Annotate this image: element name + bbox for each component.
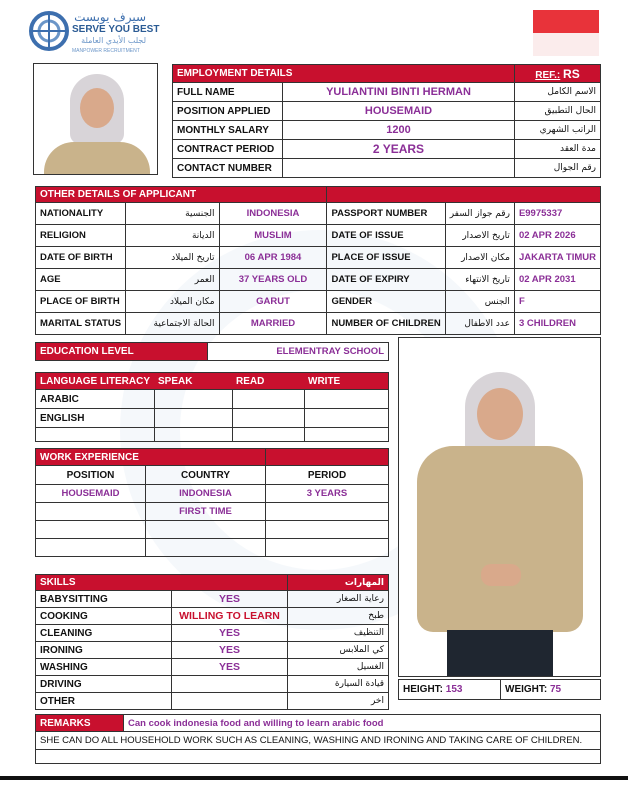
other-right-value: 02 APR 2031 [514,269,600,291]
other-right-label: PASSPORT NUMBER [327,203,445,225]
other-left-value: INDONESIA [219,203,327,225]
language-arabic: ARABIC [36,390,155,409]
salary-arabic: الراتب الشهري [515,121,601,140]
skill-value: YES [172,642,288,659]
indonesia-flag-icon [533,10,599,56]
other-left-value: MARRIED [219,313,327,335]
logo-english: SERVE YOU BEST [72,24,160,35]
full-body-photo [398,337,601,677]
remarks-long: SHE CAN DO ALL HOUSEHOLD WORK SUCH AS CLEANING, WASHING AND IRONING AND TAKING CARE OF CHILDREN. [36,732,601,750]
other-left-arabic: تاريخ الميلاد [126,247,219,269]
work-header: WORK EXPERIENCE [36,449,266,466]
remarks-label: REMARKS [36,715,124,732]
other-left-label: NATIONALITY [36,203,126,225]
other-right-label: GENDER [327,291,445,313]
other-right-arabic: الجنس [445,291,514,313]
position-label: POSITION APPLIED [173,102,283,121]
logo-arabic-sub: لجلب الأيدي العاملة [81,36,146,45]
other-left-value: 37 YEARS OLD [219,269,327,291]
other-right-arabic: مكان الاصدار [445,247,514,269]
other-right-arabic: تاريخ الانتهاء [445,269,514,291]
weight-value: 75 [550,684,562,695]
full-name-arabic: الاسم الكامل [515,83,601,102]
remarks-short: Can cook indonesia food and willing to learn arabic food [124,715,601,732]
other-right-value: E9975337 [514,203,600,225]
work-col-position: POSITION [36,466,146,485]
skill-arabic: التنظيف [288,625,389,642]
work-row-country: INDONESIA [146,485,266,503]
other-right-label: DATE OF EXPIRY [327,269,445,291]
position-arabic: الحال التطبيق [515,102,601,121]
ref-label: REF.: [535,69,561,81]
other-right-label: NUMBER OF CHILDREN [327,313,445,335]
other-right-value: F [514,291,600,313]
other-left-label: AGE [36,269,126,291]
footer-rule [0,776,628,780]
skills-header: SKILLS [36,575,288,591]
globe-logo-icon [28,10,70,52]
weight-label: WEIGHT: [505,684,548,695]
other-left-label: RELIGION [36,225,126,247]
work-row-period: 3 YEARS [266,485,389,503]
work-row2-country: FIRST TIME [146,503,266,521]
speak-header: SPEAK [154,373,232,390]
skill-label: COOKING [36,608,172,625]
skill-value [172,693,288,710]
salary-label: MONTHLY SALARY [173,121,283,140]
write-header: WRITE [304,373,389,390]
education-value: ELEMENTRAY SCHOOL [208,343,389,361]
salary-value: 1200 [283,121,515,140]
skill-value [172,676,288,693]
company-logo [28,10,198,58]
other-left-arabic: مكان الميلاد [126,291,219,313]
other-left-label: PLACE OF BIRTH [36,291,126,313]
skill-arabic: كي الملابس [288,642,389,659]
height-label: HEIGHT: [403,684,443,695]
skill-label: BABYSITTING [36,591,172,608]
skill-arabic: اخر [288,693,389,710]
skills-table [35,574,389,710]
language-header: LANGUAGE LITERACY [36,373,155,390]
other-left-value: MUSLIM [219,225,327,247]
work-col-country: COUNTRY [146,466,266,485]
other-right-arabic: رقم جواز السفر [445,203,514,225]
height-value: 153 [445,684,463,695]
full-name-value: YULIANTINI BINTI HERMAN [283,83,515,102]
contact-arabic: رقم الجوال [515,159,601,178]
skill-value: YES [172,591,288,608]
contract-arabic: مدة العقد [515,140,601,159]
read-header: READ [232,373,304,390]
skill-value: YES [172,625,288,642]
other-left-arabic: الحالة الاجتماعية [126,313,219,335]
skill-label: WASHING [36,659,172,676]
measurements-table [398,679,601,700]
other-left-value: GARUT [219,291,327,313]
contact-value [283,159,515,178]
position-value: HOUSEMAID [283,102,515,121]
work-row-position: HOUSEMAID [36,485,146,503]
work-col-period: PERIOD [266,466,389,485]
language-table [35,372,389,442]
ref-value: RS [563,66,580,81]
other-left-label: DATE OF BIRTH [36,247,126,269]
other-details-header: OTHER DETAILS OF APPLICANT [36,187,327,203]
remarks-table [35,714,601,764]
full-name-label: FULL NAME [173,83,283,102]
employment-table [172,64,601,178]
logo-arabic: سيرف يوبست [74,10,146,24]
other-right-arabic: عدد الاطفال [445,313,514,335]
other-left-arabic: الديانة [126,225,219,247]
other-left-value: 06 APR 1984 [219,247,327,269]
contact-label: CONTACT NUMBER [173,159,283,178]
skill-arabic: رعاية الصغار [288,591,389,608]
skill-arabic: قيادة السيارة [288,676,389,693]
skill-label: IRONING [36,642,172,659]
work-experience-table [35,448,389,557]
employment-header: EMPLOYMENT DETAILS [173,65,515,83]
other-right-value: JAKARTA TIMUR [514,247,600,269]
language-english: ENGLISH [36,409,155,428]
skill-value: YES [172,659,288,676]
skill-arabic: طبخ [288,608,389,625]
other-left-arabic: الجنسية [126,203,219,225]
skill-value: WILLING TO LEARN [172,608,288,625]
other-right-label: PLACE OF ISSUE [327,247,445,269]
other-right-value: 3 CHILDREN [514,313,600,335]
contract-value: 2 YEARS [283,140,515,159]
skill-label: DRIVING [36,676,172,693]
other-left-label: MARITAL STATUS [36,313,126,335]
other-right-arabic: تاريخ الاصدار [445,225,514,247]
education-label: EDUCATION LEVEL [36,343,208,361]
skill-arabic: الغسيل [288,659,389,676]
other-left-arabic: العمر [126,269,219,291]
ref-cell [515,65,601,83]
other-details-table [35,186,601,335]
skill-label: CLEANING [36,625,172,642]
skill-label: OTHER [36,693,172,710]
education-table [35,342,389,361]
portrait-photo [33,63,158,175]
other-right-value: 02 APR 2026 [514,225,600,247]
weight-cell [501,680,601,700]
logo-sub: MANPOWER RECRUITMENT [72,48,140,54]
skills-header-arabic: المهارات [288,575,389,591]
other-right-label: DATE OF ISSUE [327,225,445,247]
contract-label: CONTRACT PERIOD [173,140,283,159]
height-cell [399,680,501,700]
